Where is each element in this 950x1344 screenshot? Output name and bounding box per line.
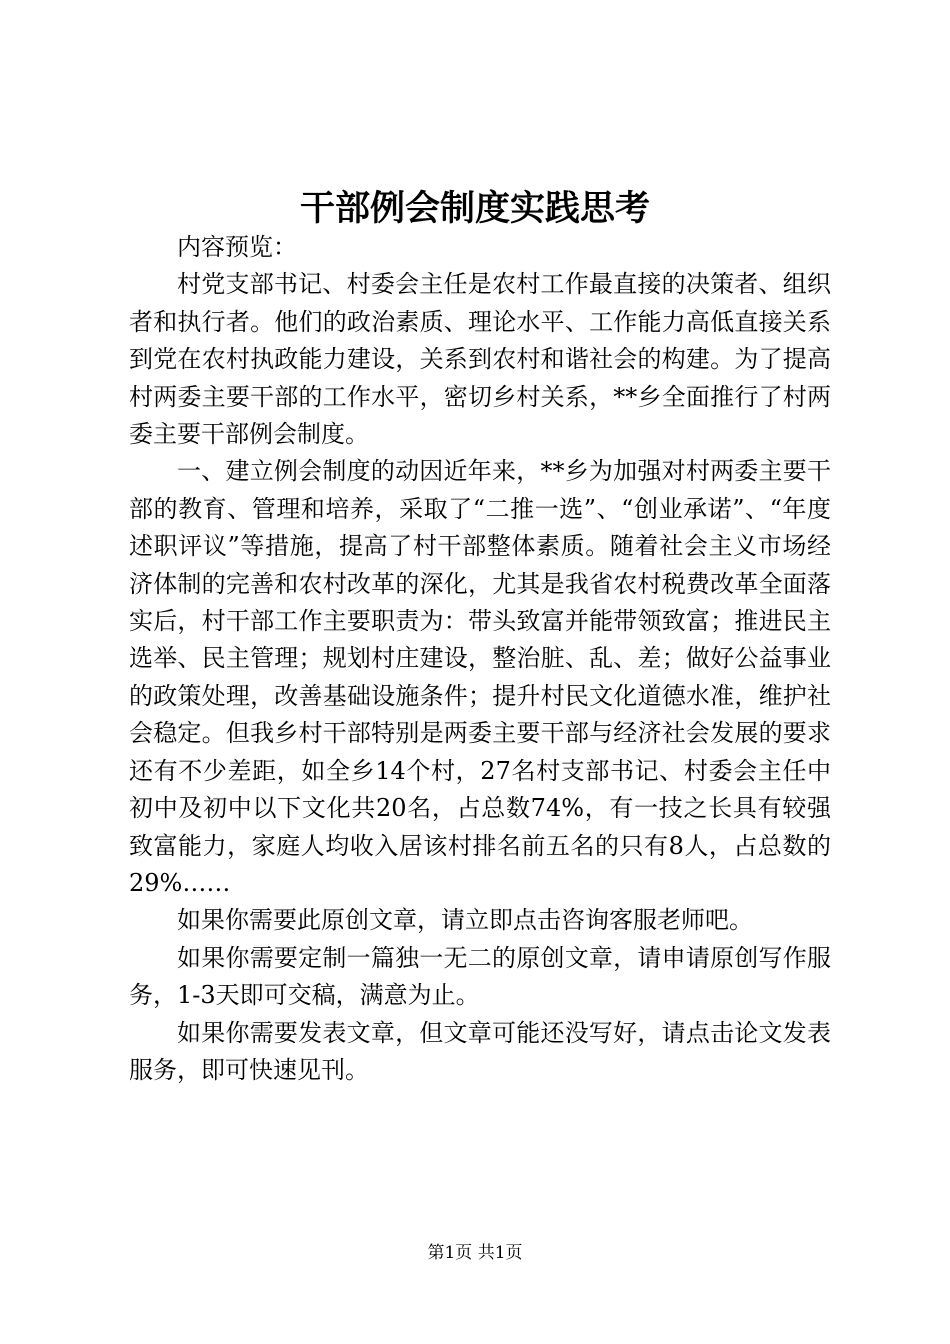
- paragraph-publish-link[interactable]: 如果你需要发表文章，但文章可能还没写好，请点击论文发表服务，即可快速见刊。: [129, 1018, 831, 1084]
- paragraph-section-one: 一、建立例会制度的动因近年来，**乡为加强对村两委主要干部的教育、管理和培养，采取了“二推一选”、“创业承诺”、“年度述职评议”等措施，提高了村干部整体素质。随着社会主义市场经济体制的完善和农村改革的深化，尤其是我省农村税费改革全面落实后，村干部工作主要职责为：带头致富并能带领致富；推进民主选举、民主管理；规划村庄建设，整治脏、乱、差；做好公益事业的政策处理，改善基础设施条件；提升村民文化道德水准，维护社会稳定。但我乡村干部特别是两委主要干部与经济社会发展的要求还有不少差距，如全乡14个村，27名村支部书记、村委会主任中初中及初中以下文化共20名，占总数74%，有一技之长具有较强致富能力，家庭人均收入居该村排名前五名的只有8人，占总数的29%……: [129, 457, 831, 897]
- paragraph-consult-link[interactable]: 如果你需要此原创文章，请立即点击咨询客服老师吧。: [177, 906, 753, 935]
- paragraph-intro: 村党支部书记、村委会主任是农村工作最直接的决策者、组织者和执行者。他们的政治素质、理论水平、工作能力高低直接关系到党在农村执政能力建设，关系到农村和谐社会的构建。为了提高村两委主要干部的工作水平，密切乡村关系，**乡全面推行了村两委主要干部例会制度。: [129, 270, 831, 449]
- document-title: 干部例会制度实践思考: [299, 188, 650, 229]
- document-body: [129, 229, 831, 1089]
- paragraph-custom-writing-link[interactable]: 如果你需要定制一篇独一无二的原创文章，请申请原创写作服务，1-3天即可交稿，满意为止。: [129, 943, 831, 1010]
- page-footer: 第1页 共1页: [427, 1243, 523, 1263]
- preview-label: 内容预览：: [177, 233, 297, 261]
